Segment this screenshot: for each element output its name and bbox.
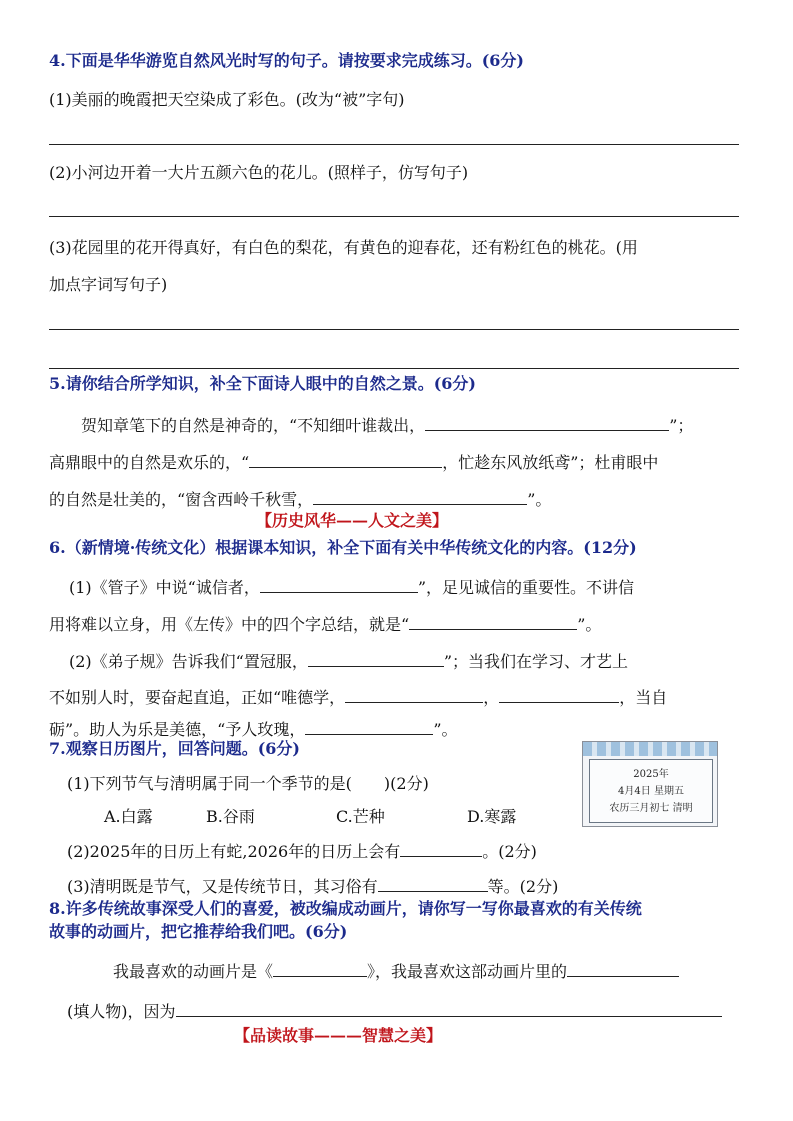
calendar-year: 2025年 <box>633 769 669 780</box>
calendar-date: 4月4日 星期五 <box>618 786 684 797</box>
q8-title-line-2: 故事的动画片，把它推荐给我们吧。(6分) <box>49 922 348 941</box>
q6-line-4: 不如别人时，要奋起直追，正如“唯德学， ， ，当自 <box>49 684 667 709</box>
fill-blank[interactable] <box>409 611 577 630</box>
answer-line[interactable] <box>49 329 739 330</box>
q7-option-a[interactable]: A.白露 <box>104 807 153 826</box>
q7-sentence-2: (2)2025年的日历上有蛇,2026年的日历上会有 。(2分) <box>67 838 537 863</box>
answer-line[interactable] <box>49 216 739 217</box>
q4-sentence-3b: 加点字词写句子) <box>49 275 168 294</box>
calendar-page <box>589 759 713 823</box>
fill-blank[interactable] <box>425 412 669 431</box>
calendar-lunar: 农历三月初七 清明 <box>609 803 693 814</box>
fill-blank[interactable] <box>567 958 679 977</box>
q6-line-1: (1)《管子》中说“诚信者， ”，足见诚信的重要性。不讲信 <box>69 574 634 599</box>
q4-sentence-2: (2)小河边开着一大片五颜六色的花儿。(照样子，仿写句子) <box>49 163 469 182</box>
fill-blank[interactable] <box>273 958 367 977</box>
fill-blank[interactable] <box>345 684 483 703</box>
answer-line[interactable] <box>49 144 739 145</box>
fill-blank[interactable] <box>400 838 482 857</box>
q7-option-b[interactable]: B.谷雨 <box>206 807 255 826</box>
fill-blank[interactable] <box>499 684 619 703</box>
fill-blank[interactable] <box>313 486 527 505</box>
fill-blank[interactable] <box>176 998 722 1017</box>
q5-title: 5.请你结合所学知识，补全下面诗人眼中的自然之景。(6分) <box>49 374 476 393</box>
q7-sentence-1: (1)下列节气与清明属于同一个季节的是( )(2分) <box>67 774 429 793</box>
q7-option-c[interactable]: C.芒种 <box>336 807 385 826</box>
q7-title: 7.观察日历图片，回答问题。(6分) <box>49 739 300 758</box>
fill-blank[interactable] <box>305 716 433 735</box>
q6-line-3: (2)《弟子规》告诉我们“置冠服， ”；当我们在学习、才艺上 <box>69 648 628 673</box>
q6-line-2: 用将难以立身，用《左传》中的四个字总结，就是“ ”。 <box>49 611 601 636</box>
fill-blank[interactable] <box>308 648 444 667</box>
q4-sentence-3a: (3)花园里的花开得真好，有白色的梨花，有黄色的迎春花，还有粉红色的桃花。(用 <box>49 238 638 257</box>
q7-option-d[interactable]: D.寒露 <box>467 807 517 826</box>
answer-line[interactable] <box>49 368 739 369</box>
calendar-header-stripe <box>583 742 717 756</box>
q4-title: 4.下面是华华游览自然风光时写的句子。请按要求完成练习。(6分) <box>49 51 524 70</box>
section-header-stories: 【品读故事———智慧之美】 <box>234 1026 443 1045</box>
q5-line-2: 高鼎眼中的自然是欢乐的，“ ，忙趁东风放纸鸢”；杜甫眼中 <box>49 449 658 474</box>
q5-line-3: 的自然是壮美的，“窗含西岭千秋雪， ”。 <box>49 486 551 511</box>
section-header-history: 【历史风华——人文之美】 <box>256 511 449 530</box>
q8-title-line-1: 8.许多传统故事深受人们的喜爱，被改编成动画片，请你写一写你最喜欢的有关传统 <box>49 899 642 918</box>
q5-line-1: 贺知章笔下的自然是神奇的，“不知细叶谁裁出， ”； <box>81 412 693 437</box>
q8-line-1: 我最喜欢的动画片是《 》，我最喜欢这部动画片里的 <box>113 958 679 983</box>
q7-sentence-3: (3)清明既是节气，又是传统节日，其习俗有 等。(2分) <box>67 873 558 898</box>
q6-line-5: 砺”。助人为乐是美德，“予人玫瑰， ”。 <box>49 716 458 741</box>
fill-blank[interactable] <box>378 873 488 892</box>
q4-sentence-1: (1)美丽的晚霞把天空染成了彩色。(改为“被”字句) <box>49 90 405 109</box>
q8-line-2: (填人物)，因为 <box>67 998 722 1023</box>
fill-blank[interactable] <box>260 574 418 593</box>
q6-title: 6.（新情境·传统文化）根据课本知识，补全下面有关中华传统文化的内容。(12分) <box>49 538 637 557</box>
fill-blank[interactable] <box>249 449 442 468</box>
calendar-image <box>582 741 718 827</box>
